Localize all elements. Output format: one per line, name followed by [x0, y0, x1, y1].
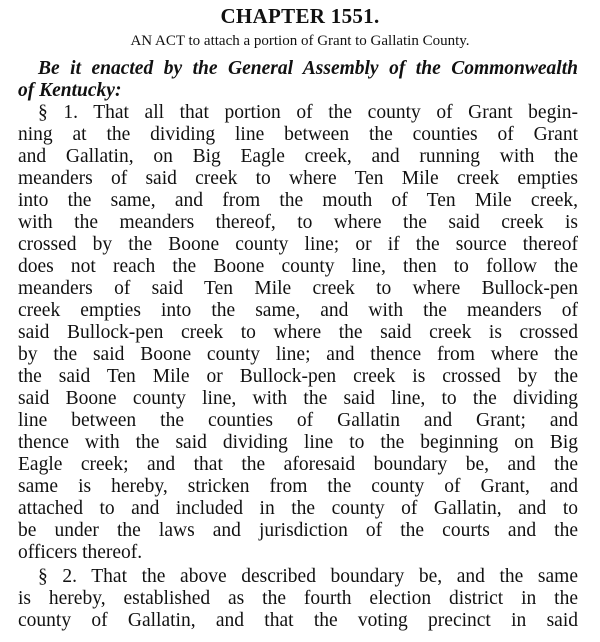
section-1-line: attached to and included in the county of Gallatin, and to: [18, 498, 578, 519]
section-2-line: § 2. That the above described boundary be, and the same: [38, 566, 578, 587]
section-1-line: meanders of said creek to where Ten Mile creek empties: [18, 168, 578, 189]
section-1-line: does not reach the Boone county line, then to follow the: [18, 256, 578, 277]
section-1-line: Eagle creek; and that the aforesaid boundary be, and the: [18, 454, 578, 475]
section-1-line: officers thereof.: [18, 542, 143, 563]
section-1-line: be under the laws and jurisdiction of the courts and the: [18, 520, 578, 541]
section-1-line: creek empties into the same, and with the meanders of: [18, 300, 578, 321]
chapter-heading: CHAPTER 1551.: [220, 4, 380, 28]
section-2-line: county of Gallatin, and that the voting precinct in said: [18, 610, 578, 631]
section-1-line: thence with the said dividing line to the beginning on Big: [18, 432, 578, 453]
section-2-line: is hereby, established as the fourth election district in the: [18, 588, 578, 609]
section-1-line: § 1. That all that portion of the county of Grant begin-: [38, 102, 578, 123]
section-1-line: and Gallatin, on Big Eagle creek, and running with the: [18, 146, 578, 167]
section-1-line: by the said Boone county line; and thence from where the: [18, 344, 578, 365]
enacting-clause-line: Be it enacted by the General Assembly of the Commonwealth: [38, 58, 578, 79]
section-1-line: said Bullock-pen creek to where the said creek is crossed: [18, 322, 578, 343]
section-1-line: into the same, and from the mouth of Ten Mile creek,: [18, 190, 578, 211]
section-1-line: same is hereby, stricken from the county of Grant, and: [18, 476, 578, 497]
section-1-line: line between the counties of Gallatin and Grant; and: [18, 410, 578, 431]
section-1-line: said Boone county line, with the said line, to the dividing: [18, 388, 578, 409]
enacting-clause-line: of Kentucky:: [18, 80, 122, 101]
section-1-line: meanders of said Ten Mile creek to where Bullock-pen: [18, 278, 578, 299]
section-1-line: the said Ten Mile or Bullock-pen creek is crossed by the: [18, 366, 578, 387]
act-title: AN ACT to attach a portion of Grant to Gallatin County.: [130, 33, 470, 49]
section-1-line: crossed by the Boone county line; or if the source thereof: [18, 234, 578, 255]
section-1-line: ning at the dividing line between the counties of Grant: [18, 124, 578, 145]
section-1-line: with the meanders thereof, to where the said creek is: [18, 212, 578, 233]
